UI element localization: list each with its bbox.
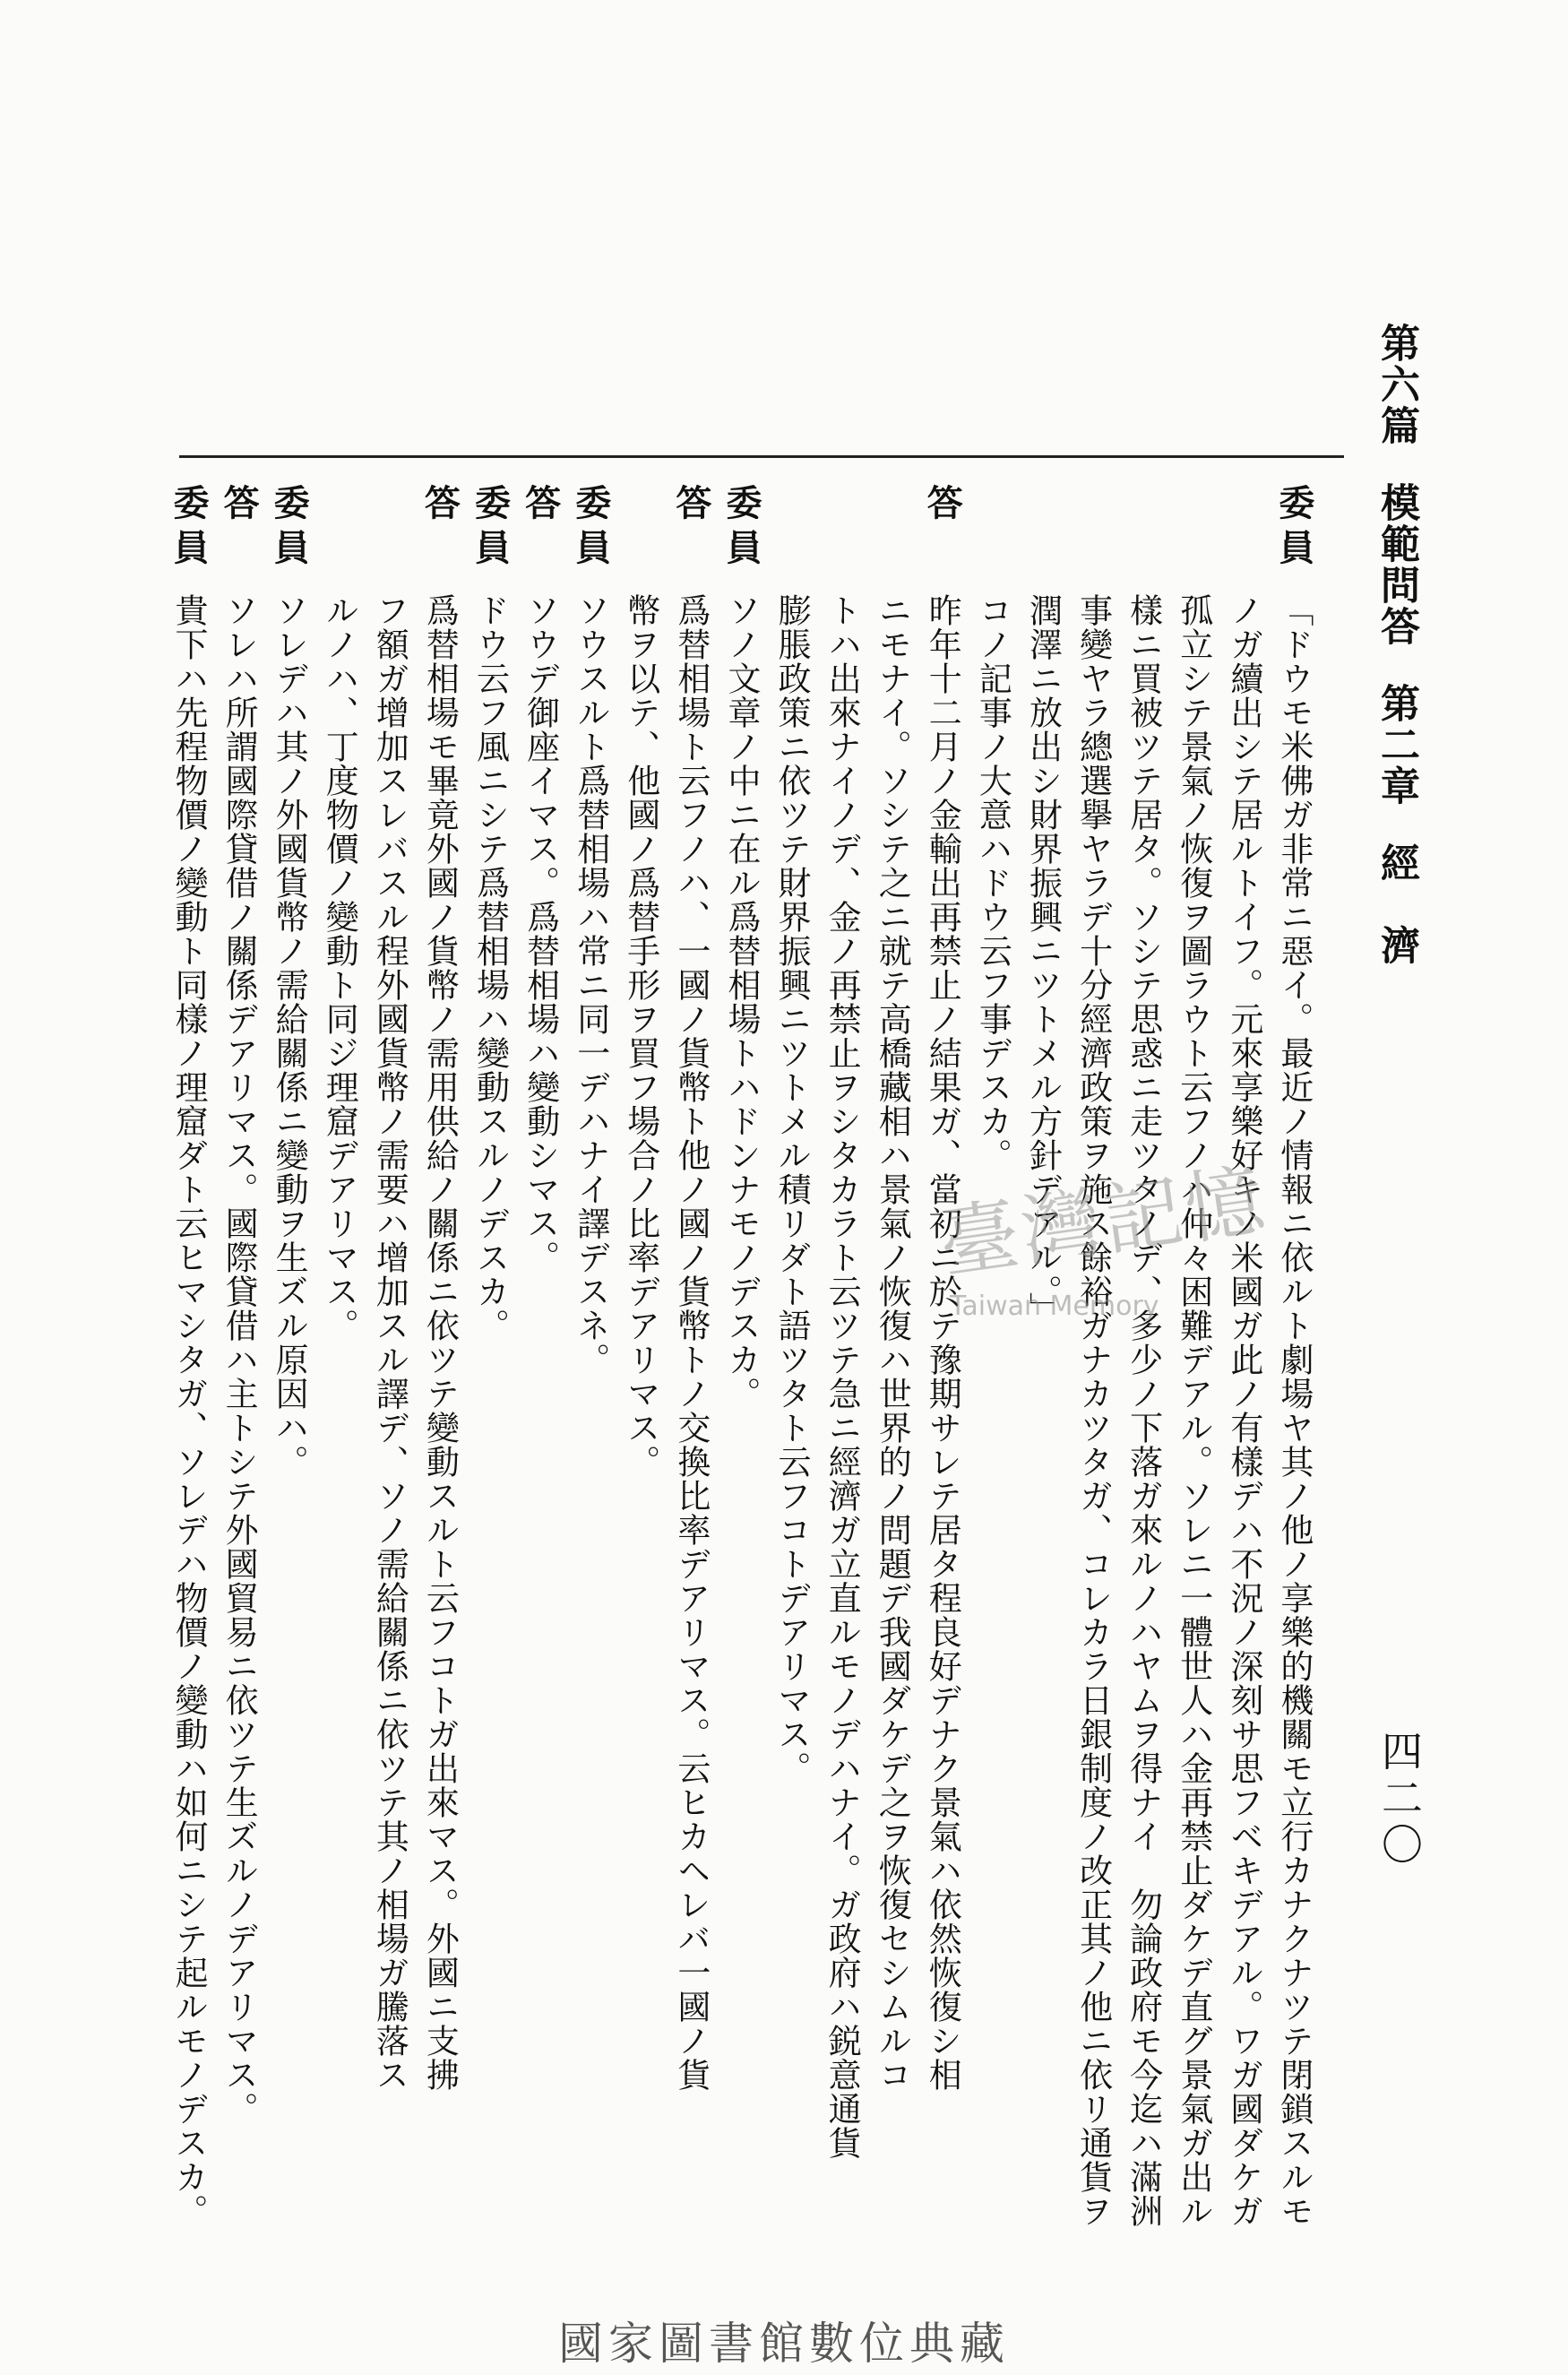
text-column bbox=[463, 484, 517, 2321]
column-text: 幣ヲ以テ、他國ノ爲替手形ヲ買フ場合ノ比率デアリマス。 bbox=[621, 593, 660, 1479]
speaker-label bbox=[1015, 484, 1069, 583]
speaker-label: 答 bbox=[519, 484, 562, 529]
speaker-label bbox=[362, 484, 416, 583]
speaker-label bbox=[614, 484, 668, 583]
column-text: 爲替相場ト云フノハ、一國ノ貨幣ト他ノ國ノ貨幣トノ交換比率デアリマス。云ヒカヘレバ一國ノ貨 bbox=[671, 593, 711, 2092]
header-divider bbox=[179, 455, 1344, 458]
speaker-label bbox=[764, 484, 818, 583]
text-column bbox=[664, 484, 718, 2321]
speaker-label: 委員 bbox=[569, 484, 612, 574]
page-number: 四二〇 bbox=[1375, 1730, 1424, 1870]
text-column bbox=[362, 484, 416, 2321]
text-column bbox=[564, 484, 617, 2321]
text-column bbox=[865, 484, 918, 2321]
column-text: ソレデハ其ノ外國貨幣ノ需給關係ニ變動ヲ生ズル原因ハ。 bbox=[270, 593, 309, 1479]
watermark-chinese: 臺灣記憶 bbox=[934, 1153, 1274, 1291]
header-part: 第六篇 bbox=[1374, 323, 1419, 446]
header-topic: 經 濟 bbox=[1374, 842, 1419, 966]
speaker-label bbox=[1116, 484, 1170, 583]
speaker-label bbox=[1217, 484, 1271, 583]
speaker-label bbox=[312, 484, 366, 583]
column-text: 貴下ハ先程物價ノ變動ト同樣ノ理窟ダト云ヒマシタガ、ソレデハ物價ノ變動ハ如何ニシテ起ルモノデスカ。 bbox=[169, 593, 208, 2228]
text-column bbox=[614, 484, 668, 2321]
text-column bbox=[714, 484, 768, 2321]
speaker-label: 答 bbox=[218, 484, 261, 529]
column-text: ルノハ、丁度物價ノ變動ト同ジ理窟デアリマス。 bbox=[320, 593, 359, 1343]
text-column bbox=[211, 484, 265, 2321]
text-column bbox=[1217, 484, 1271, 2321]
column-text: 事變ヤラ總選擧ヤラデ十分經濟政策ヲ施ス餘裕ガナカツタガ、コレカラ日銀制度ノ改正其ノ他ニ依リ通貨ヲ bbox=[1073, 593, 1113, 2228]
text-column bbox=[965, 484, 1019, 2321]
column-text: ソウスルト爲替相場ハ常ニ同一デハナイ譯デスネ。 bbox=[571, 593, 610, 1377]
text-column bbox=[764, 484, 818, 2321]
column-text: ニモナイ。ソシテ之ニ就テ高橋藏相ハ景氣ノ恢復ハ世界的ノ問題デ我國ダケデ之ヲ恢復セシムルコ bbox=[873, 593, 912, 2092]
column-text: ソノ文章ノ中ニ在ル爲替相場トハドンナモノデスカ。 bbox=[721, 593, 761, 1411]
speaker-label bbox=[865, 484, 918, 583]
text-column bbox=[1167, 484, 1220, 2321]
text-column bbox=[513, 484, 567, 2321]
text-column bbox=[1015, 484, 1069, 2321]
column-text: 孤立シテ景氣ノ恢復ヲ圖ラウト云フノハ仲々困難デアル。ソレニ一體世人ハ金再禁止ダケデ直グ景氣ガ出ル bbox=[1174, 593, 1213, 2228]
text-column bbox=[312, 484, 366, 2321]
speaker-label bbox=[965, 484, 1019, 583]
text-column bbox=[915, 484, 969, 2321]
column-text: ソレハ所謂國際貸借ノ關係デアリマス。國際貸借ハ主トシテ外國貿易ニ依ツテ生ズルノデアリマス。 bbox=[220, 593, 259, 2126]
speaker-label: 答 bbox=[921, 484, 964, 529]
column-text: コノ記事ノ大意ハドウ云フ事デスカ。 bbox=[973, 593, 1012, 1172]
column-text: 潤澤ニ放出シ財界振興ニツトメル方針デアル。」 bbox=[1023, 593, 1063, 1326]
text-column bbox=[1267, 484, 1317, 2321]
column-text: ソウデ御座イマス。爲替相場ハ變動シマス。 bbox=[521, 593, 560, 1274]
column-text: ドウ云フ風ニシテ爲替相場ハ變動スルノデスカ。 bbox=[470, 593, 510, 1343]
speaker-label: 委員 bbox=[1272, 484, 1315, 574]
column-text: ノガ續出シテ居ルトイフ。元來享樂好キノ米國ガ此ノ有樣デハ不況ノ深刻サ思フベキデアル。ワガ國ダケガ bbox=[1224, 593, 1263, 2228]
speaker-label: 委員 bbox=[719, 484, 762, 574]
watermark-english: Taiwan Memory bbox=[950, 1291, 1159, 1322]
column-text: トハ出來ナイノデ、金ノ再禁止ヲシタカラト云ツテ急ニ經濟ガ立直ルモノデハナイ。ガ政府ハ鋭意通貨 bbox=[823, 593, 862, 2160]
text-column bbox=[1116, 484, 1170, 2321]
running-header bbox=[1362, 323, 1425, 1721]
column-text: 爲替相場モ畢竟外國ノ貨幣ノ需用供給ノ關係ニ依ツテ變動スルト云フコトガ出來マス。外國ニ支拂 bbox=[420, 593, 460, 2092]
page-body bbox=[161, 484, 1317, 2321]
speaker-label: 答 bbox=[669, 484, 712, 529]
speaker-label: 答 bbox=[418, 484, 461, 529]
column-text: 樣ニ買被ツテ居タ。ソシテ思惑ニ走ツタノデ、多少ノ下落ガ來ルノハヤムヲ得ナイ 勿論政府モ今迄ハ滿洲 bbox=[1124, 593, 1163, 2228]
text-column bbox=[262, 484, 315, 2321]
column-text: フ額ガ增加スレバスル程外國貨幣ノ需要ハ增加スル譯デ、ソノ需給關係ニ依ツテ其ノ相場ガ騰落ス bbox=[370, 593, 409, 2092]
header-chapter: 第二章 bbox=[1374, 683, 1419, 807]
column-text: 「ドウモ米佛ガ非常ニ惡イ。最近ノ情報ニ依ルト劇場ヤ其ノ他ノ享樂的機關モ立行カナクナツテ閉鎖スルモ bbox=[1274, 593, 1314, 2228]
column-text: 昨年十二月ノ金輸出再禁止ノ結果ガ、當初ニ於テ豫期サレテ居タ程良好デナク景氣ハ依然恢復シ相 bbox=[923, 593, 962, 2092]
text-column bbox=[412, 484, 466, 2321]
text-column bbox=[161, 484, 215, 2321]
speaker-label bbox=[1066, 484, 1120, 583]
header-section: 模範問答 bbox=[1374, 482, 1419, 647]
speaker-label: 委員 bbox=[268, 484, 311, 574]
column-text: 膨脹政策ニ依ツテ財界振興ニツトメル積リダト語ツタト云フコトデアリマス。 bbox=[772, 593, 812, 1785]
speaker-label: 委員 bbox=[168, 484, 210, 574]
text-column bbox=[814, 484, 868, 2321]
footer-credit: 國家圖書館數位典藏 bbox=[558, 2318, 1010, 2370]
speaker-label bbox=[1167, 484, 1220, 583]
speaker-label bbox=[814, 484, 868, 583]
text-column bbox=[1066, 484, 1120, 2321]
speaker-label: 委員 bbox=[469, 484, 512, 574]
